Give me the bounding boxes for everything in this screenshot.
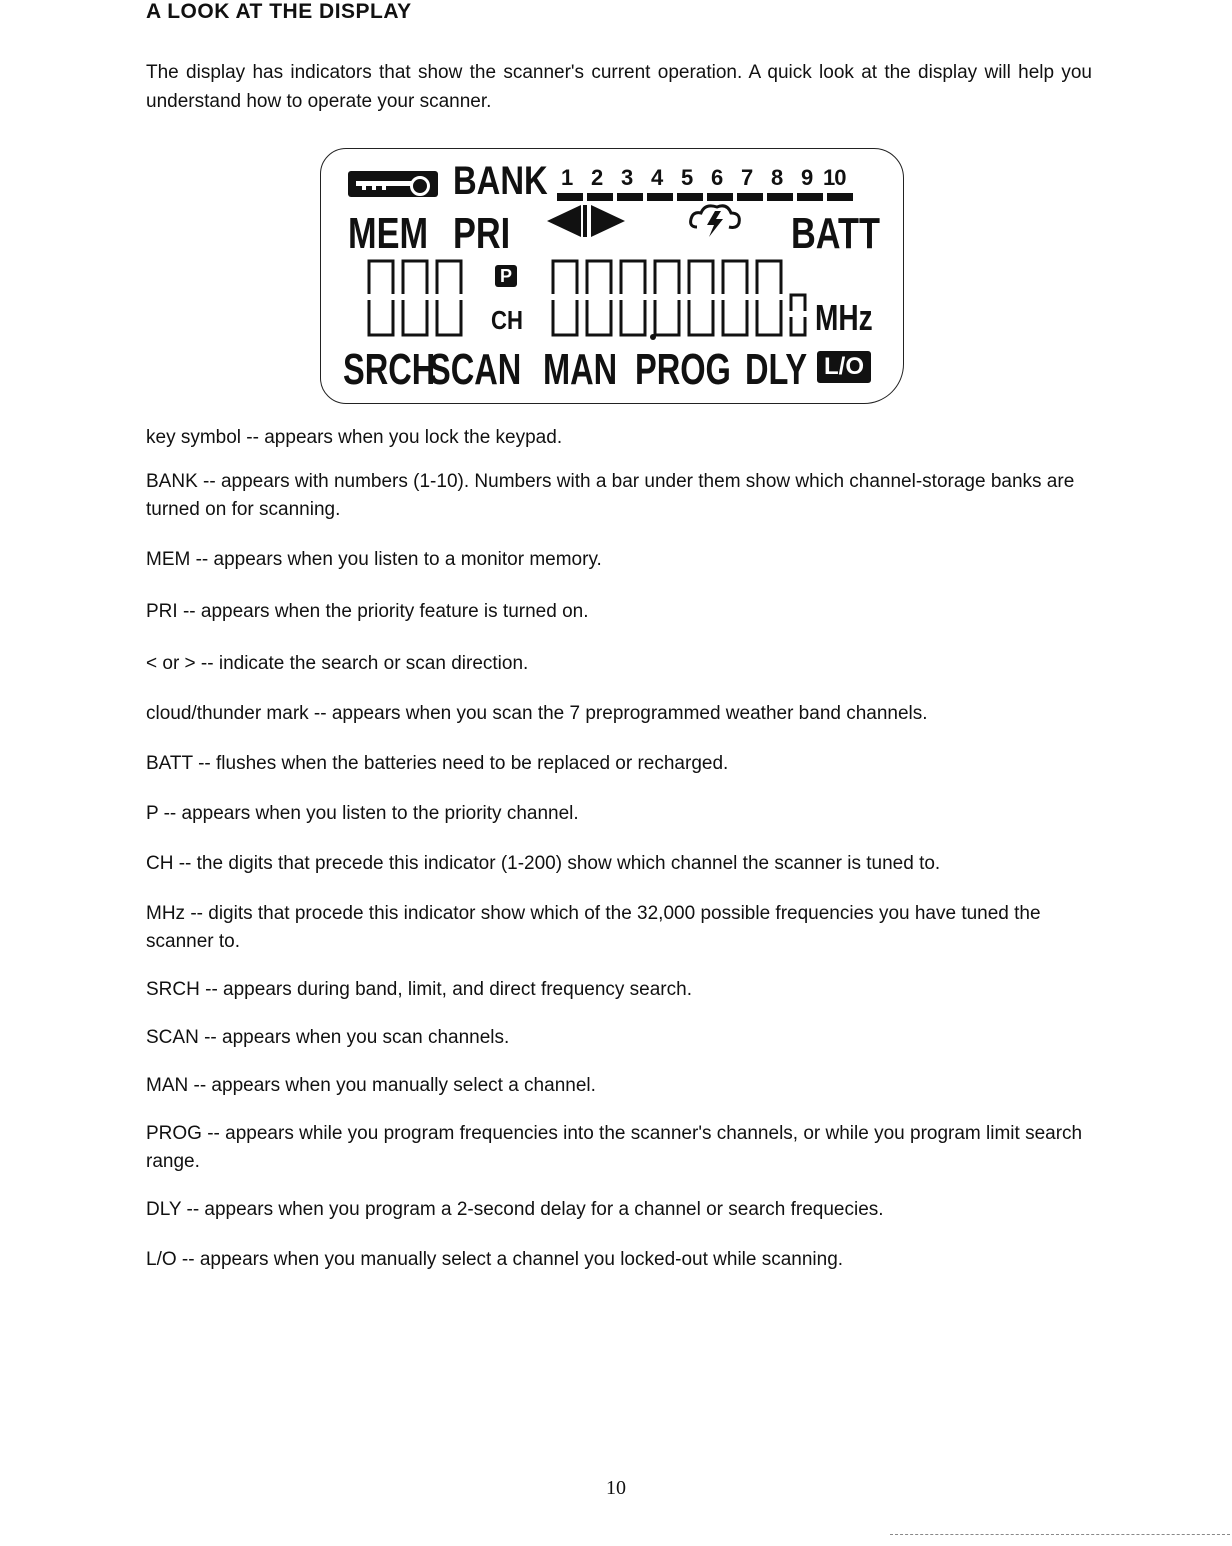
bank-bar [587, 193, 613, 201]
bank-number: 6 [711, 165, 724, 190]
lcd-mem-label: MEM [348, 209, 429, 258]
intro-paragraph: The display has indicators that show the scanner's current operation. A quick look at the display will help you understand how to operate your scanner. [146, 62, 1092, 112]
bank-number: 8 [771, 165, 784, 190]
scan-artifact-line [890, 1534, 1230, 1536]
lcd-display-figure [320, 148, 904, 404]
bank-number: 10 [823, 165, 846, 190]
lcd-man-label: MAN [543, 345, 618, 394]
bank-number: 5 [681, 165, 694, 190]
decimal-point [650, 334, 656, 340]
bank-number: 7 [741, 165, 754, 190]
page-number: 10 [606, 1477, 626, 1499]
bank-number: 4 [651, 165, 664, 190]
bank-bar [767, 193, 793, 201]
direction-arrows [547, 203, 643, 239]
definitions-list [146, 424, 1096, 1274]
lcd-digit [791, 295, 805, 335]
lcd-digit [369, 261, 393, 335]
lcd-p-indicator: P [495, 265, 517, 287]
bank-bar [647, 193, 673, 201]
definition-item: PRI -- appears when the priority feature is turned on. [146, 601, 589, 622]
definition-item: MAN -- appears when you manually select a channel. [146, 1075, 596, 1096]
lcd-digit [757, 261, 781, 335]
lcd-dly-label: DLY [745, 345, 808, 394]
bank-bar [797, 193, 823, 201]
bank-bar [737, 193, 763, 201]
left-arrow-icon [547, 205, 581, 237]
bank-number: 1 [561, 165, 574, 190]
bank-number: 2 [591, 165, 604, 190]
lcd-digit [689, 261, 713, 335]
lcd-bank-label: BANK [453, 159, 548, 203]
definition-item: key symbol -- appears when you lock the keypad. [146, 427, 563, 448]
lcd-digit [587, 261, 611, 335]
bank-number: 9 [801, 165, 814, 190]
definition-item: DLY -- appears when you program a 2-second delay for a channel or search frequecies. [146, 1199, 884, 1220]
bank-number: 3 [621, 165, 634, 190]
bank-bar [617, 193, 643, 201]
cloud-thunder-icon [687, 201, 747, 239]
definition-item: MEM -- appears when you listen to a monitor memory. [146, 549, 602, 570]
definition-item: cloud/thunder mark -- appears when you scan the 7 preprogrammed weather band channels. [146, 703, 928, 724]
definition-item: P -- appears when you listen to the priority channel. [146, 803, 579, 824]
bank-bar [677, 193, 703, 201]
lcd-prog-label: PROG [635, 345, 731, 394]
lcd-digit [723, 261, 747, 335]
definition-item: BANK -- appears with numbers (1-10). Numbers with a bar under them show which channel-storage banks are turned on for scanning. [146, 471, 1075, 520]
lcd-digit [655, 261, 679, 335]
bank-bar [827, 193, 853, 201]
lcd-digit [437, 261, 461, 335]
definition-item: CH -- the digits that precede this indicator (1-200) show which channel the scanner is tuned to. [146, 853, 941, 874]
lcd-digit [553, 261, 577, 335]
definition-item: SRCH -- appears during band, limit, and direct frequency search. [146, 979, 692, 1000]
right-arrow-icon [591, 205, 625, 237]
definition-item: BATT -- flushes when the batteries need to be replaced or recharged. [146, 753, 729, 774]
bank-bar [557, 193, 583, 201]
definition-item: MHz -- digits that procede this indicator show which of the 32,000 possible frequencies you have tuned the scanner to. [146, 903, 1041, 952]
lcd-scan-label: SCAN [429, 345, 522, 394]
definition-item: < or > -- indicate the search or scan direction. [146, 653, 529, 674]
lcd-ch-label: CH [491, 305, 523, 335]
lcd-pri-label: PRI [453, 209, 511, 258]
key-icon [348, 171, 438, 197]
lcd-digit [621, 261, 645, 335]
definition-item: L/O -- appears when you manually select a channel you locked-out while scanning. [146, 1249, 844, 1270]
lcd-batt-label: BATT [791, 209, 880, 258]
definition-item: PROG -- appears while you program frequencies into the scanner's channels, or while you program limit search range. [146, 1123, 1083, 1172]
bank-bar [707, 193, 733, 201]
lcd-lo-label: L/O [824, 353, 864, 380]
lcd-srch-label: SRCH [343, 345, 436, 394]
lcd-mhz-label: MHz [815, 297, 873, 338]
lcd-digit [403, 261, 427, 335]
page-heading: A LOOK AT THE DISPLAY [146, 0, 412, 23]
lcd-lo-indicator [817, 351, 871, 383]
definition-item: SCAN -- appears when you scan channels. [146, 1027, 510, 1048]
